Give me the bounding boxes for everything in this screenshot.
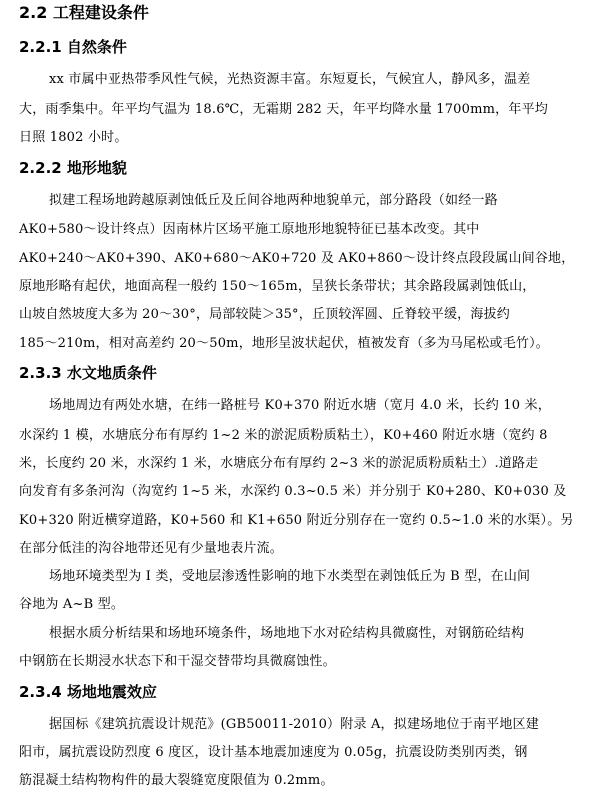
section-heading-2-3-3: 2.3.3 水文地质条件 (19, 364, 157, 382)
section-heading-2-2-1: 2.2.1 自然条件 (19, 38, 127, 56)
paragraph-line: 阳市，属抗震设防烈度 6 度区，设计基本地震加速度为 0.05g，抗震设防类别丙类，钢 (19, 745, 528, 760)
paragraph-line: 据国标《建筑抗震设计规范》(GB50011-2010）附录 A，拟建场地位于南平地区建 (49, 717, 539, 732)
paragraph-line: 185～210m，相对高差约 20～50m，地形呈波状起伏，植被发育（多为马尾松或毛竹）。 (19, 336, 549, 351)
paragraph-line: AK0+580～设计终点）因南林片区场平施工原地形地貌特征已基本改变。其中 (19, 222, 480, 237)
paragraph-line: 日照 1802 小时。 (19, 130, 128, 145)
paragraph-line: 原地形略有起伏，地面高程一般约 150～165m，呈狭长条带状；其余路段属剥蚀低山， (19, 279, 536, 294)
paragraph-line: 筋混凝土结构物构件的最大裂缝宽度限值为 0.2mm。 (19, 773, 334, 788)
section-heading-2-2-2: 2.2.2 地形地貌 (19, 159, 127, 177)
paragraph-line: 根据水质分析结果和场地环境条件，场地地下水对砼结构具微腐性，对钢筋砼结构 (49, 626, 525, 641)
paragraph-line: 在部分低洼的沟谷地带还见有少量地表片流。 (19, 541, 284, 556)
paragraph-line: xx 市属中亚热带季风性气候，光热资源丰富。东短夏长，气候宜人，静风多，温差 (49, 72, 531, 87)
paragraph-line: K0+320 附近横穿道路，K0+560 和 K1+650 附近分别存在一宽约 0.5~1.0 米的水渠）。另 (19, 513, 574, 528)
paragraph-line: 大，雨季集中。年平均气温为 18.6℃，无霜期 282 天，年平均降水量 1700mm，年平均 (19, 102, 548, 117)
paragraph-line: AK0+240～AK0+390、AK0+680～AK0+720 及 AK0+860～设计终点段段属山间谷地， (19, 251, 575, 266)
section-heading-2-2: 2.2 工程建设条件 (19, 3, 149, 22)
paragraph-line: 场地环境类型为 I 类，受地层渗透性影响的地下水类型在剥蚀低丘为 B 型，在山间 (49, 569, 531, 584)
paragraph-line: 场地周边有两处水塘，在纬一路桩号 K0+370 附近水塘（宽月 4.0 米，长约 10 米， (49, 398, 551, 413)
paragraph-line: 拟建工程场地跨越原剥蚀低丘及丘间谷地两种地貌单元，部分路段（如经一路 (49, 193, 498, 208)
paragraph-line: 山坡自然坡度大多为 20～30°，局部较陡＞35°，丘顶较浑圆、丘脊较平缓，海拔约 (19, 307, 510, 322)
paragraph-line: 米，长度约 20 米，水深约 1 米，水塘底分布有厚约 2~3 米的淤泥质粉质粘土）.道路走 (19, 456, 539, 471)
paragraph-line: 谷地为 A~B 型。 (19, 597, 125, 612)
section-heading-2-3-4: 2.3.4 场地地震效应 (19, 683, 157, 701)
paragraph-line: 向发育有多条河沟（沟宽约 1~5 米，水深约 0.3~0.5 米）并分别于 K0+280、K0+030 及 (19, 484, 567, 499)
paragraph-line: 水深约 1 模，水塘底分布有厚约 1~2 米的淤泥质粉质粘土），K0+460 附近水塘（宽约 8 (19, 428, 548, 443)
paragraph-line: 中钢筋在长期浸水状态下和干湿交替带均具微腐蚀性。 (19, 654, 336, 669)
